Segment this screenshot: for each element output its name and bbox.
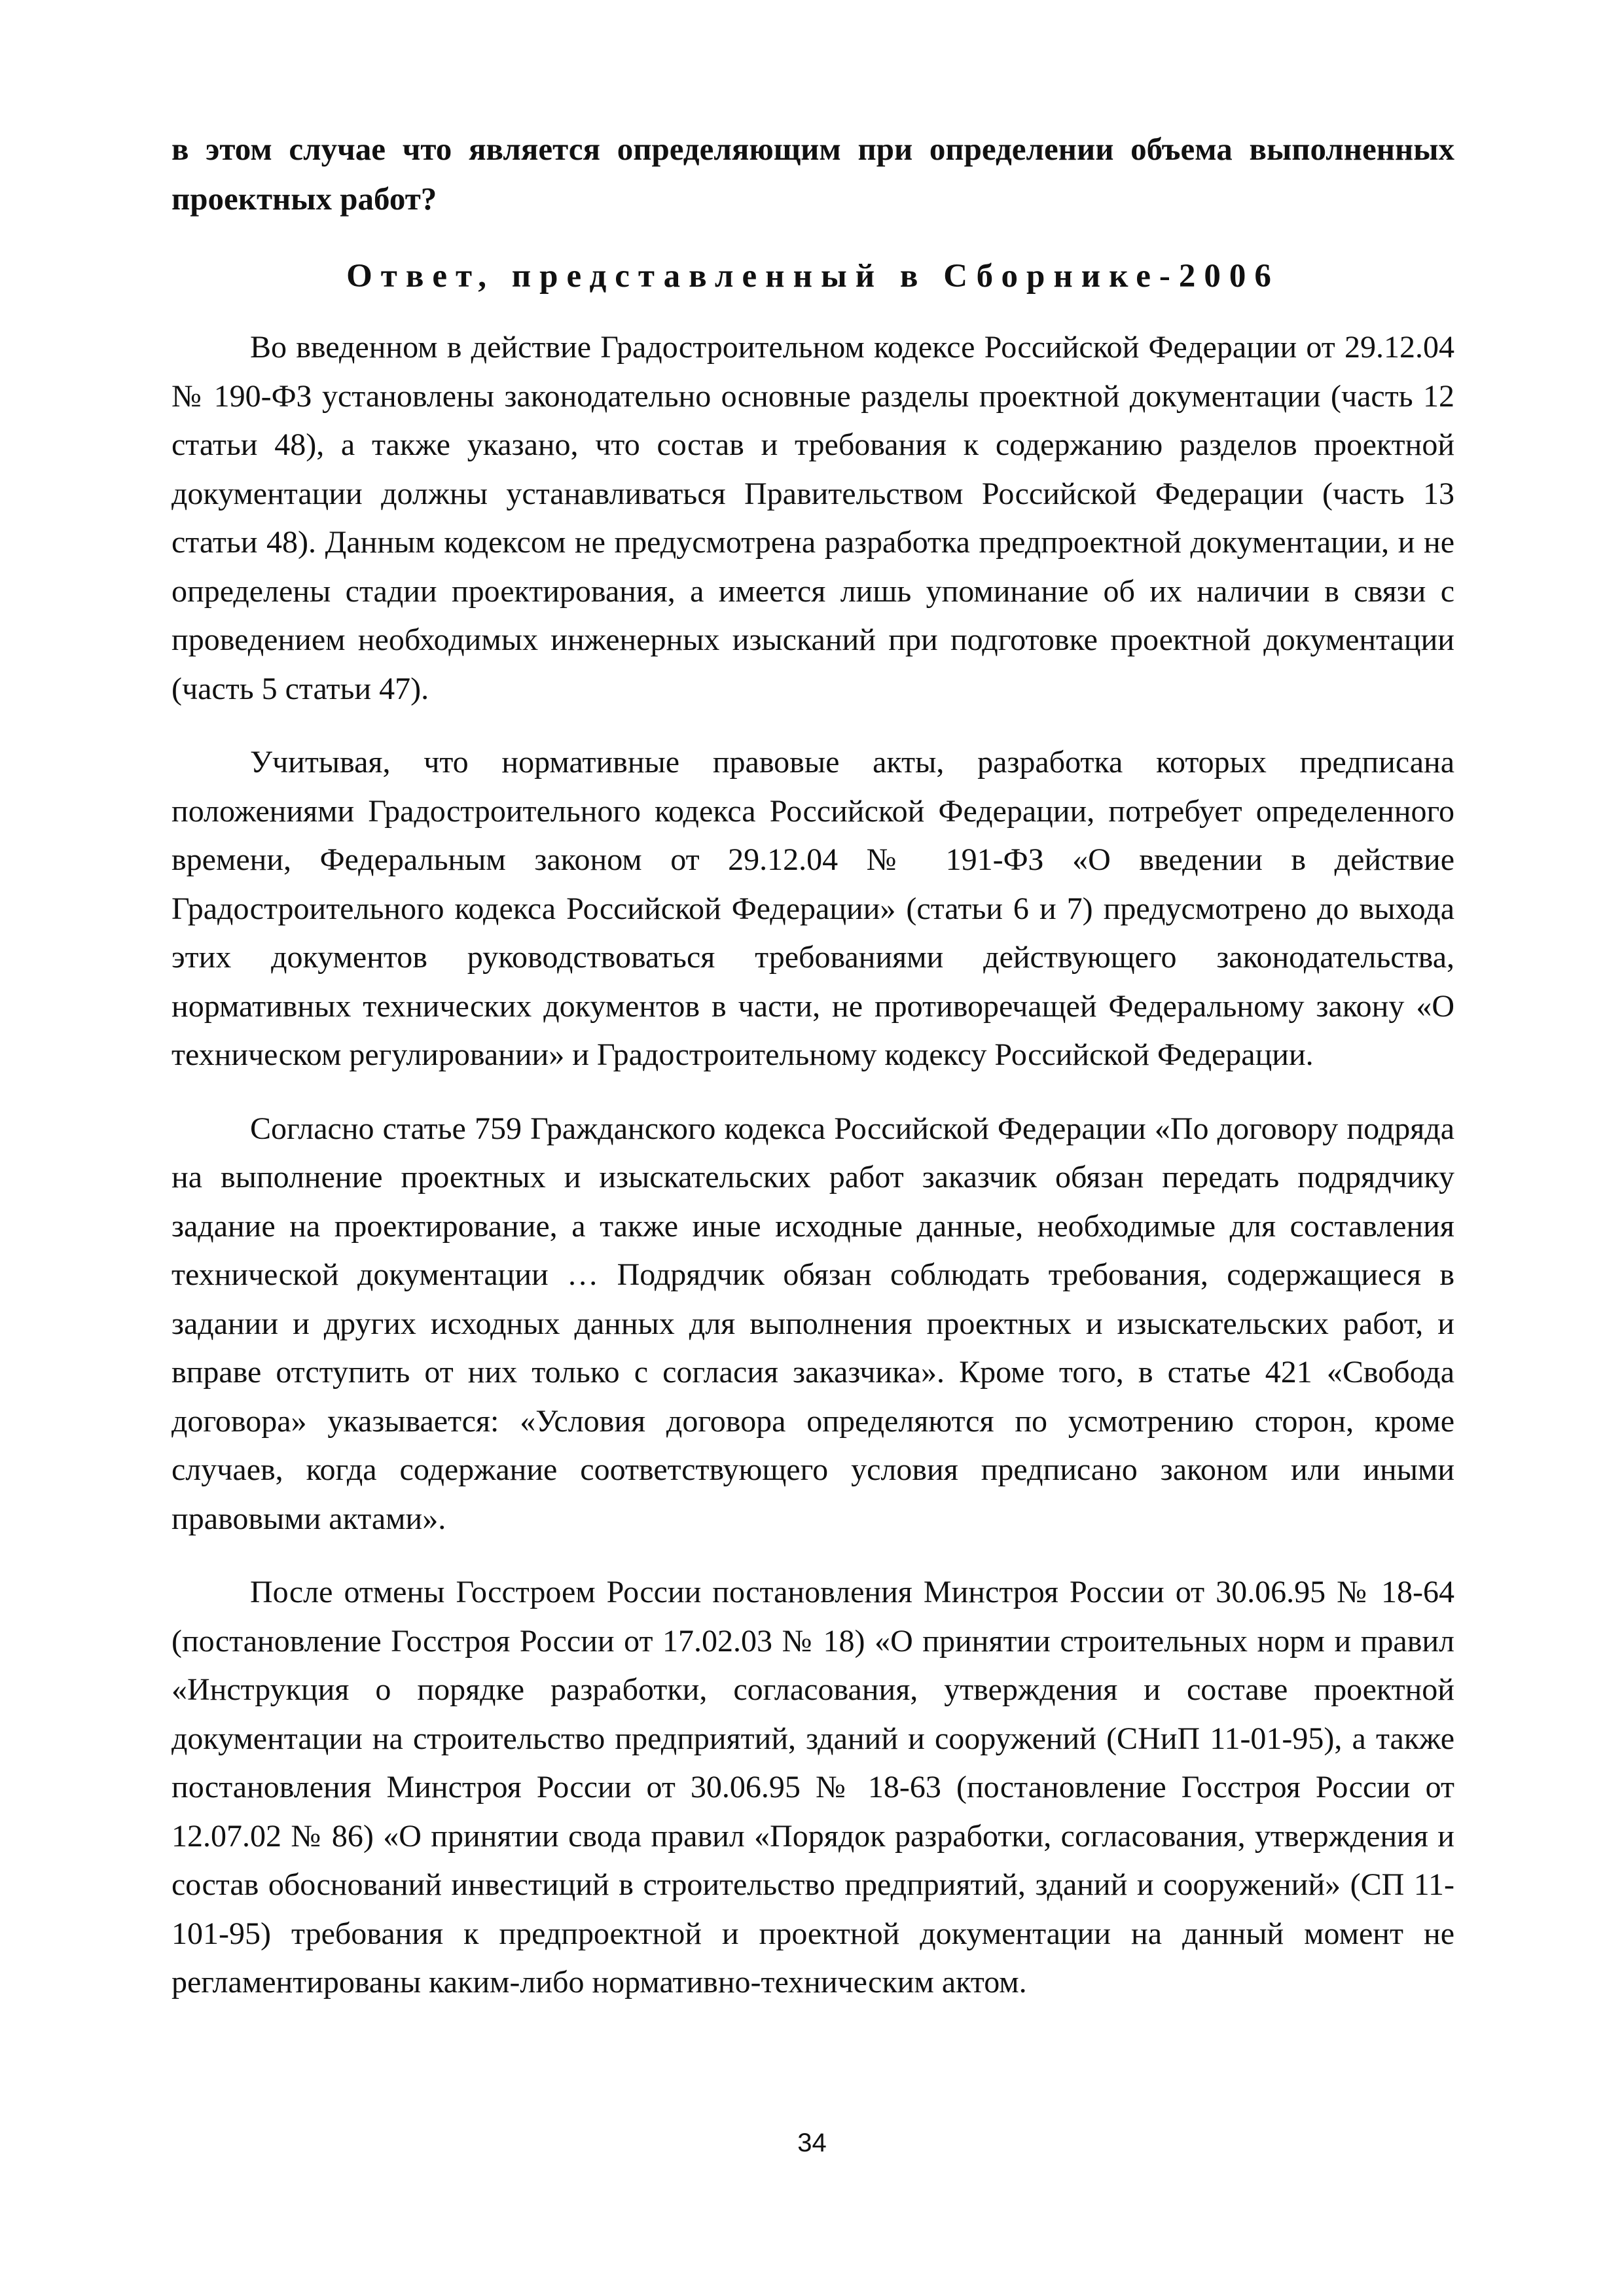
answer-heading: Ответ, представленный в Сборнике-2006	[346, 258, 1280, 295]
paragraph-3: Согласно статье 759 Гражданского кодекса Российской Федерации «По договору подряда на выполнение проектных и изыскательских работ заказчик обязан передать подрядчику задание на проектирование, а также иные исходные данные, необходимые для составления технической документации … Подрядчик обязан соблюдать требования, содержащиеся в задании и других исходных данных для выполнения проектных и изыскательских работ, и вправе отступить от них только с согласия заказчика». Кроме того, в статье 421 «Свобода договора» указывается: «Условия договора определяются по усмотрению сторон, кроме случаев, когда содержание соответствующего условия предписано законом или иными правовыми актами».	[171, 1111, 1454, 1536]
page-number: 34	[797, 2128, 827, 2157]
paragraph-4: После отмены Госстроем России постановления Минстроя России от 30.06.95 № 18-64 (постановление Госстроя России от 17.02.03 № 18) «О принятии строительных норм и правил «Инструкция о порядке разработки, согласования, утверждения и составе проектной документации на строительство предприятий, зданий и сооружений (СНиП 11-01-95), а также постановления Минстроя России от 30.06.95 № 18-63 (постановление Госстроя России от 12.07.02 № 86) «О принятии свода правил «Порядок разработки, согласования, утверждения и состав обоснований инвестиций в строительство предприятий, зданий и сооружений» (СП 11-101-95) требования к предпроектной и проектной документации на данный момент не регламентированы каким-либо нормативно-техническим актом.	[171, 1575, 1454, 2000]
paragraph-1: Во введенном в действие Градостроительном кодексе Российской Федерации от 29.12.04 № 190-ФЗ установлены законодательно основные разделы проектной документации (часть 12 статьи 48), а также указано, что состав и требования к содержанию разделов проектной документации должны устанавливаться Правительством Российской Федерации (часть 13 статьи 48). Данным кодексом не предусмотрена разработка предпроектной документации, и не определены стадии проектирования, а имеется лишь упоминание об их наличии в связи с проведением необходимых инженерных изысканий при подготовке проектной документации (часть 5 статьи 47).	[171, 330, 1454, 706]
question-text: в этом случае что является определяющим при определении объема выполненных проектных работ?	[171, 131, 1454, 217]
document-page	[171, 124, 1454, 2032]
paragraph-2: Учитывая, что нормативные правовые акты, разработка которых предписана положениями Градостроительного кодекса Российской Федерации, потребует определенного времени, Федеральным законом от 29.12.04 № 191-ФЗ «О введении в действие Градостроительного кодекса Российской Федерации» (статьи 6 и 7) предусмотрено до выхода этих документов руководствоваться требованиями действующего законодательства, нормативных технических документов в части, не противоречащей Федеральному закону «О техническом регулировании» и Градостроительному кодексу Российской Федерации.	[171, 745, 1454, 1072]
